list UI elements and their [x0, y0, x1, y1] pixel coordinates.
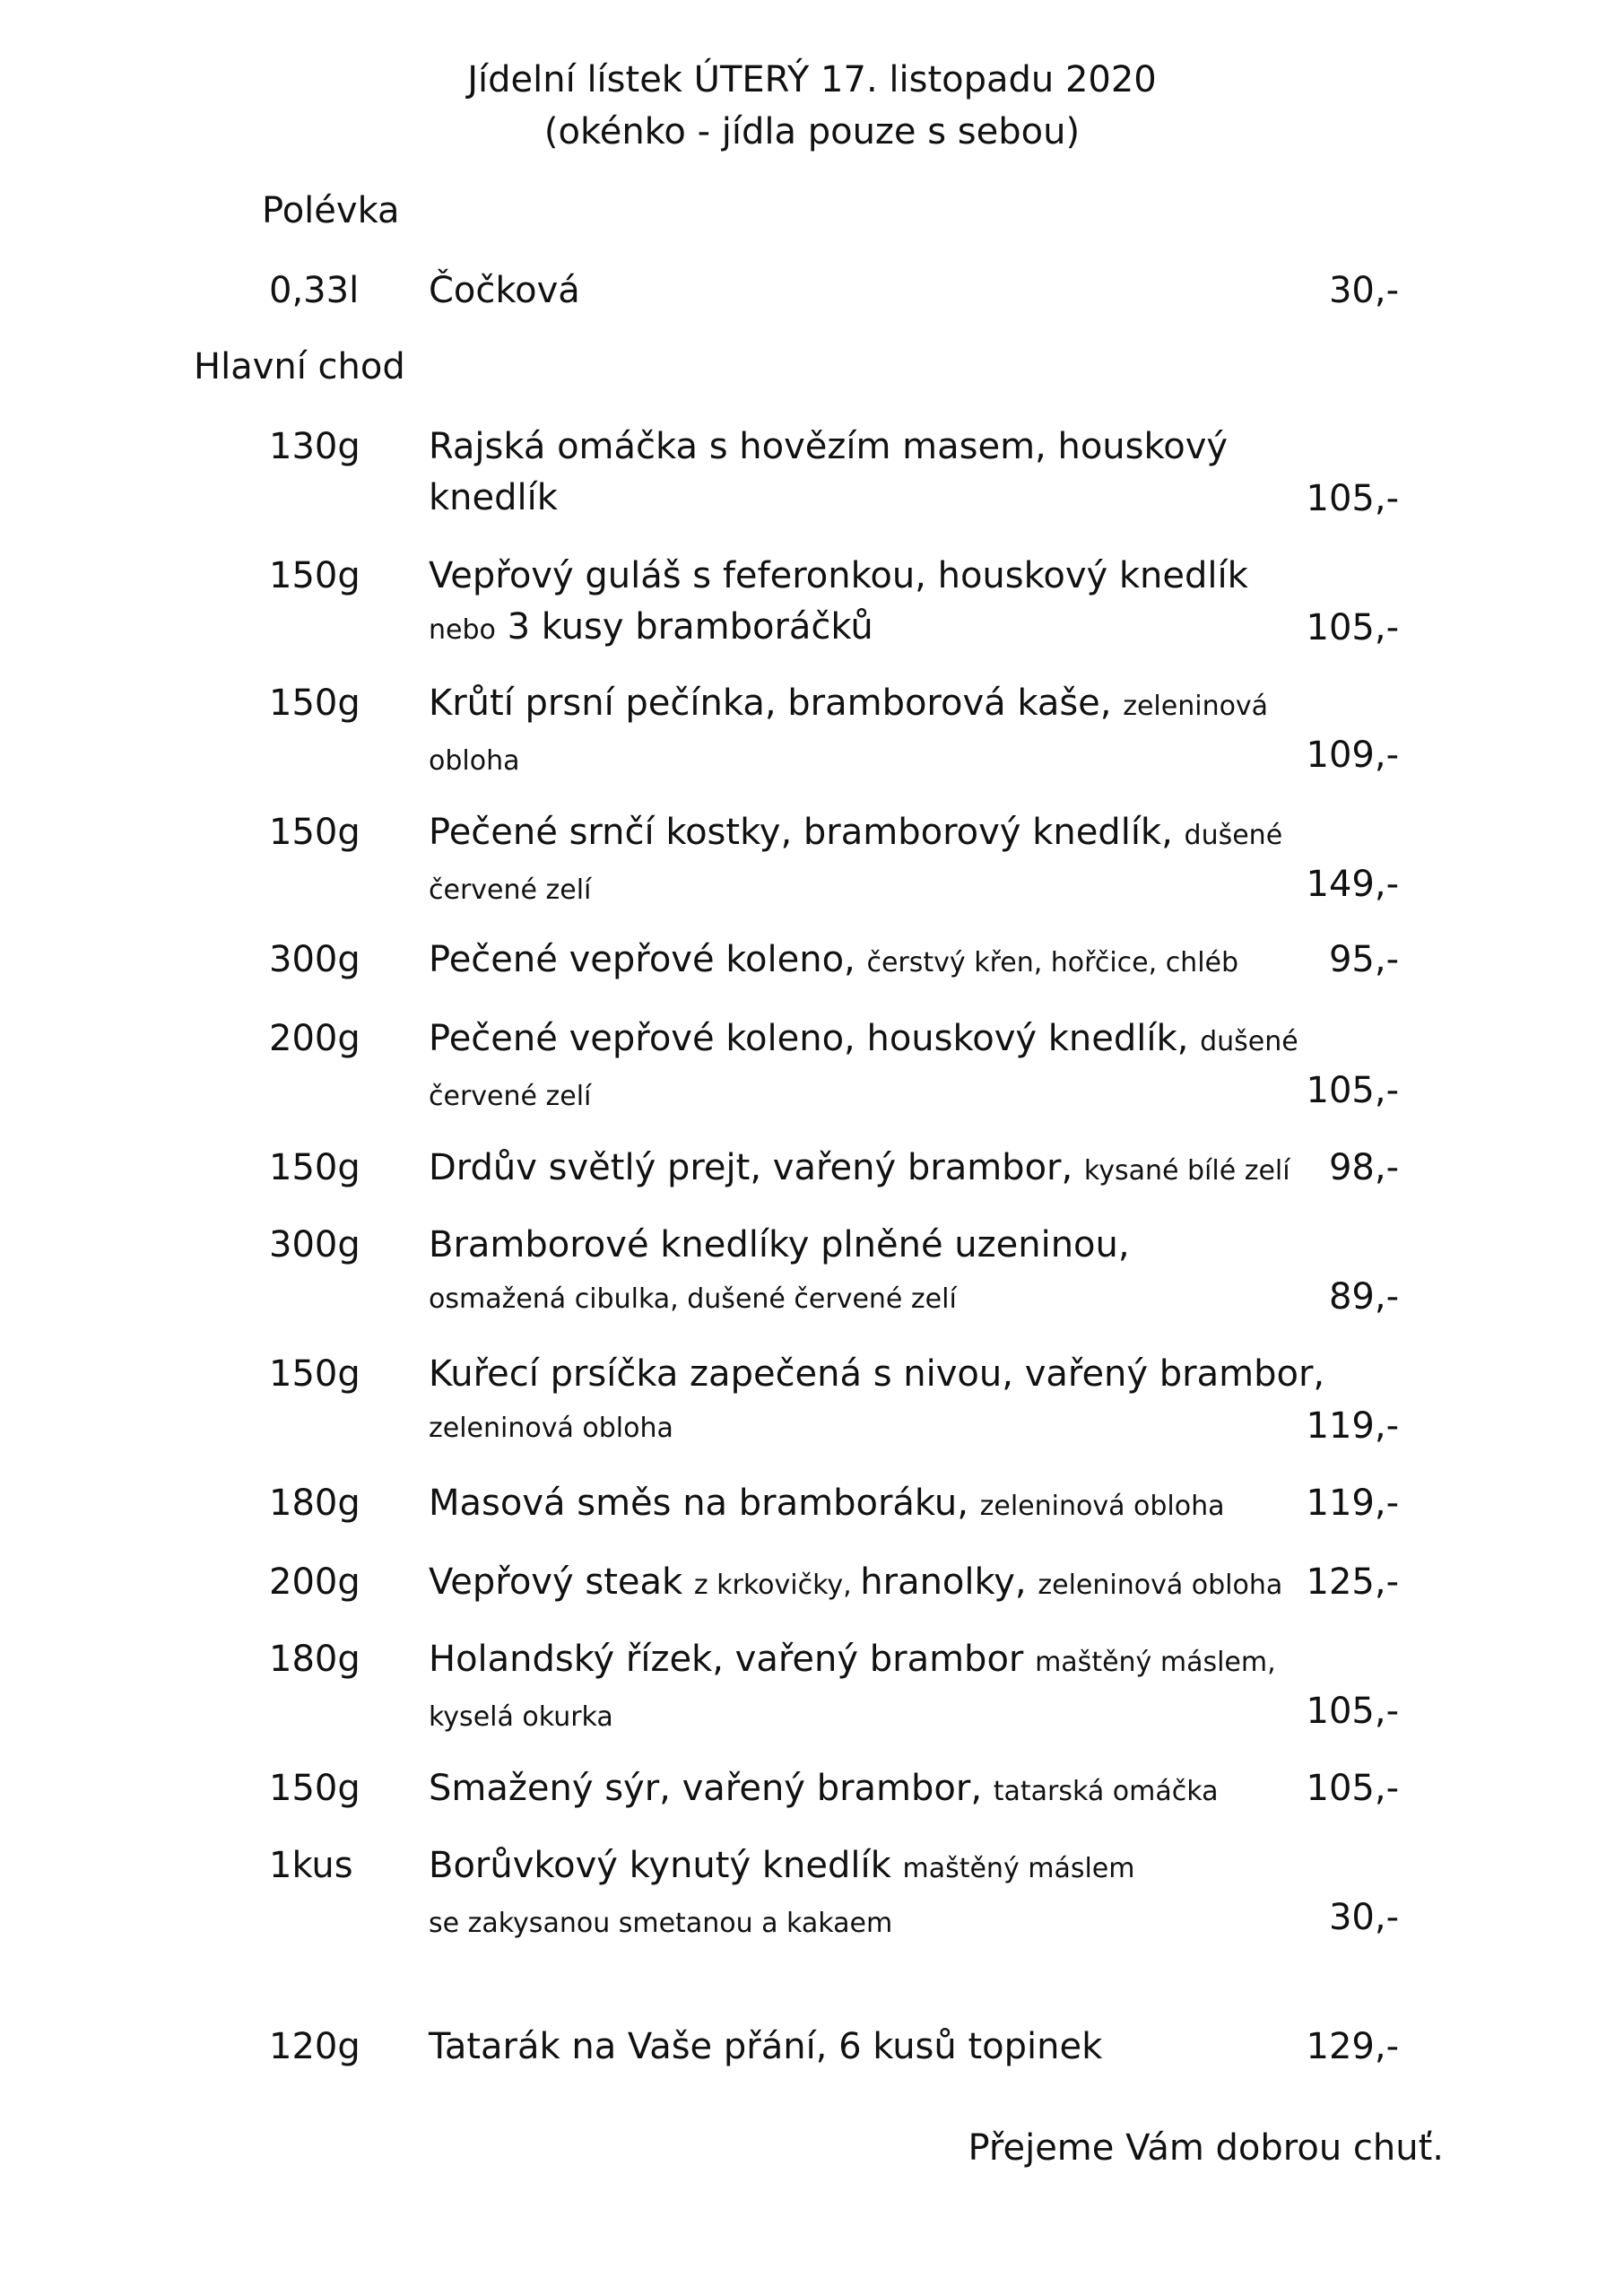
item-price: 105,- — [1306, 1070, 1399, 1111]
item-description — [429, 422, 1307, 524]
item-description — [429, 551, 1307, 657]
item-quantity: 300g — [269, 939, 360, 980]
item-quantity: 130g — [269, 426, 360, 467]
item-description — [429, 1840, 1307, 1950]
item-description-line-1: Pečené vepřové koleno, čerstvý křen, hořčice, chléb — [429, 939, 1239, 980]
item-description — [429, 2022, 1307, 2072]
item-description-line-1: Rajská omáčka s hovězím masem, houskový — [429, 426, 1229, 467]
menu-subtitle: (okénko - jídla pouze s sebou) — [543, 111, 1081, 152]
item-description — [429, 1220, 1307, 1326]
item-quantity: 180g — [269, 1483, 360, 1524]
item-quantity: 0,33l — [269, 270, 360, 311]
item-description-line-1: Bramborové knedlíky plněné uzeninou, — [429, 1224, 1130, 1265]
item-description-line-1: Drdův světlý prejt, vařený brambor, kysané bílé zelí — [429, 1147, 1290, 1188]
item-description — [429, 1634, 1307, 1744]
item-description — [429, 1349, 1325, 1455]
item-description-line-2: nebo 3 kusy bramboráčků — [429, 606, 873, 648]
item-description-line-2: kyselá okurka — [429, 1701, 613, 1733]
item-price: 105,- — [1306, 607, 1399, 648]
item-quantity: 1kus — [269, 1845, 353, 1886]
menu-title: Jídelní lístek ÚTERÝ 17. listopadu 2020 — [467, 59, 1157, 100]
item-quantity: 150g — [269, 555, 360, 596]
item-price: 105,- — [1306, 1768, 1399, 1809]
item-description — [429, 1763, 1307, 1817]
item-description-line-1: Kuřecí prsíčka zapečená s nivou, vařený brambor, — [429, 1353, 1325, 1395]
item-price: 125,- — [1306, 1561, 1399, 1603]
item-description-line-1: Vepřový steak z krkovičky, hranolky, zeleninová obloha — [429, 1561, 1283, 1603]
item-description — [429, 1013, 1307, 1123]
item-description-line-2: červené zelí — [429, 1081, 592, 1112]
item-description — [429, 678, 1307, 787]
item-price: 109,- — [1306, 735, 1399, 776]
item-quantity: 150g — [269, 683, 360, 724]
item-price: 105,- — [1306, 1691, 1399, 1732]
item-description-line-2: obloha — [429, 745, 520, 777]
item-name: Tatarák na Vaše přání, 6 kusů topinek — [429, 2026, 1103, 2067]
item-description-line-1: Smažený sýr, vařený brambor, tatarská omáčka — [429, 1768, 1219, 1809]
item-name: Čočková — [429, 270, 580, 311]
item-quantity: 120g — [269, 2026, 360, 2067]
item-quantity: 200g — [269, 1018, 360, 1059]
item-description-line-2: knedlík — [429, 477, 558, 518]
item-quantity: 150g — [269, 1147, 360, 1188]
item-description — [429, 807, 1307, 917]
item-description — [429, 265, 1307, 316]
item-description — [429, 1557, 1307, 1611]
item-price: 95,- — [1328, 939, 1399, 980]
main-section-label: Hlavní chod — [194, 346, 405, 387]
item-quantity: 300g — [269, 1224, 360, 1265]
item-description-line-1: Pečené srnčí kostky, bramborový knedlík, dušené — [429, 812, 1283, 853]
item-price: 105,- — [1306, 478, 1399, 519]
item-quantity: 150g — [269, 1768, 360, 1809]
item-price: 89,- — [1328, 1276, 1399, 1318]
item-description-line-1: Krůtí prsní pečínka, bramborová kaše, zeleninová — [429, 683, 1269, 724]
item-description-line-2: červené zelí — [429, 874, 592, 906]
item-description-line-1: Pečené vepřové koleno, houskový knedlík, dušené — [429, 1018, 1298, 1059]
item-quantity: 150g — [269, 1353, 360, 1395]
item-description-line-1: Holandský řízek, vařený brambor maštěný máslem, — [429, 1639, 1276, 1680]
item-description — [429, 935, 1307, 988]
item-quantity: 180g — [269, 1639, 360, 1680]
item-description-line-1: Masová směs na bramboráku, zeleninová obloha — [429, 1483, 1225, 1524]
item-price: 98,- — [1328, 1147, 1399, 1188]
item-description-line-1: Borůvkový kynutý knedlík maštěný máslem — [429, 1845, 1135, 1886]
item-quantity: 150g — [269, 812, 360, 853]
soup-section-label: Polévka — [262, 190, 400, 231]
item-description-line-2: zeleninová obloha — [429, 1413, 673, 1444]
item-price: 119,- — [1306, 1483, 1399, 1524]
item-description — [429, 1143, 1307, 1196]
item-description-line-2: osmažená cibulka, dušené červené zelí — [429, 1283, 957, 1315]
item-price: 30,- — [1328, 270, 1399, 311]
item-description — [429, 1478, 1307, 1532]
footer-greeting: Přejeme Vám dobrou chuť. — [968, 2127, 1444, 2169]
item-price: 129,- — [1306, 2026, 1399, 2067]
item-quantity: 200g — [269, 1561, 360, 1603]
item-price: 30,- — [1328, 1897, 1399, 1938]
item-price: 119,- — [1306, 1405, 1399, 1447]
item-description-line-2: se zakysanou smetanou a kakaem — [429, 1908, 893, 1939]
item-price: 149,- — [1306, 864, 1399, 905]
item-description-line-1: Vepřový guláš s feferonkou, houskový knedlík — [429, 555, 1248, 596]
